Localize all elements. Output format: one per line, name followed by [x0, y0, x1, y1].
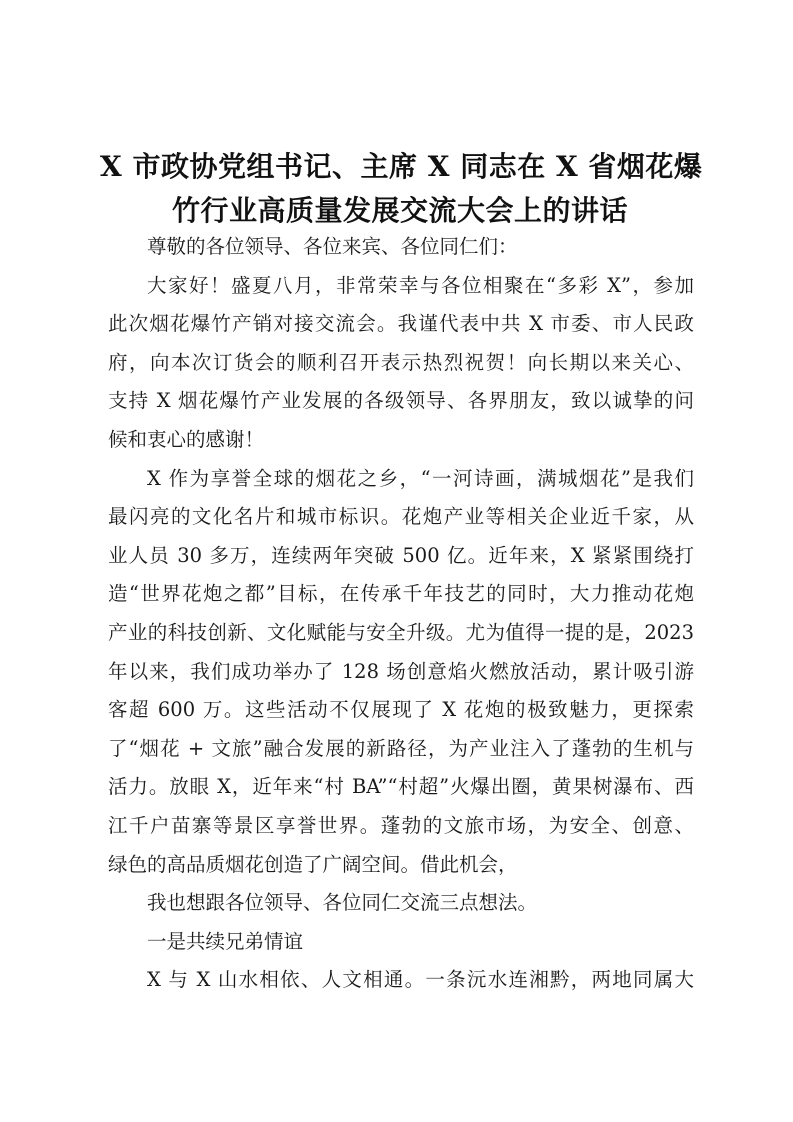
- paragraph: [108, 961, 694, 1000]
- paragraph-line: 最闪亮的文化名片和城市标识。花炮产业等相关企业近千家，从: [108, 505, 694, 529]
- paragraph-line: 业人员 30 多万，连续两年突破 500 亿。近年来，X 紧紧围绕打: [108, 543, 694, 567]
- paragraph-line: 活力。放眼 X，近年来“村 BA”“村超”火爆出圈，黄果树瀑布、西: [108, 775, 694, 799]
- document-body: [108, 228, 694, 1000]
- document-title: [100, 145, 703, 233]
- paragraph-line: 我也想跟各位领导、各位同仁交流三点想法。: [147, 891, 538, 915]
- paragraph: [108, 228, 694, 267]
- paragraph-line: 年以来，我们成功举办了 128 场创意焰火燃放活动，累计吸引游: [108, 659, 694, 683]
- paragraph-line: X 与 X 山水相依、人文相通。一条沅水连湘黔，两地同属大: [147, 968, 694, 992]
- paragraph-line: 支持 X 烟花爆竹产业发展的各级领导、各界朋友，致以诚挚的问: [108, 389, 694, 413]
- paragraph: [108, 923, 694, 962]
- paragraph-line: 了“烟花 + 文旅”融合发展的新路径，为产业注入了蓬勃的生机与: [108, 736, 694, 760]
- paragraph-line: 尊敬的各位领导、各位来宾、各位同仁们：: [147, 235, 518, 258]
- title-line: 竹行业高质量发展交流大会上的讲话: [171, 194, 628, 227]
- paragraph: [108, 267, 694, 460]
- paragraph-line: 大家好！盛夏八月，非常荣幸与各位相聚在“多彩 X”，参加: [147, 273, 694, 297]
- paragraph-line: 产业的科技创新、文化赋能与安全升级。尤为值得一提的是，2023: [108, 620, 694, 644]
- paragraph-line: 此次烟花爆竹产销对接交流会。我谨代表中共 X 市委、市人民政: [108, 312, 694, 336]
- paragraph-line: 造“世界花炮之都”目标，在传承千年技艺的同时，大力推动花炮: [108, 582, 694, 606]
- paragraph-line: 府，向本次订货会的顺利召开表示热烈祝贺！向长期以来关心、: [108, 350, 694, 374]
- paragraph: [108, 460, 694, 885]
- paragraph-line: 江千户苗寨等景区享誉世界。蓬勃的文旅市场，为安全、创意、: [108, 813, 694, 837]
- paragraph-line: 绿色的高品质烟花创造了广阔空间。借此机会，: [108, 852, 518, 876]
- title-line: X 市政协党组书记、主席 X 同志在 X 省烟花爆: [100, 150, 703, 183]
- paragraph-line: 客超 600 万。这些活动不仅展现了 X 花炮的极致魅力，更探索: [108, 698, 694, 722]
- paragraph-line: X 作为享誉全球的烟花之乡，“一河诗画，满城烟花”是我们: [147, 466, 694, 490]
- paragraph: [108, 884, 694, 923]
- paragraph-line: 一是共续兄弟情谊: [147, 929, 304, 953]
- paragraph-line: 候和衷心的感谢！: [108, 427, 265, 451]
